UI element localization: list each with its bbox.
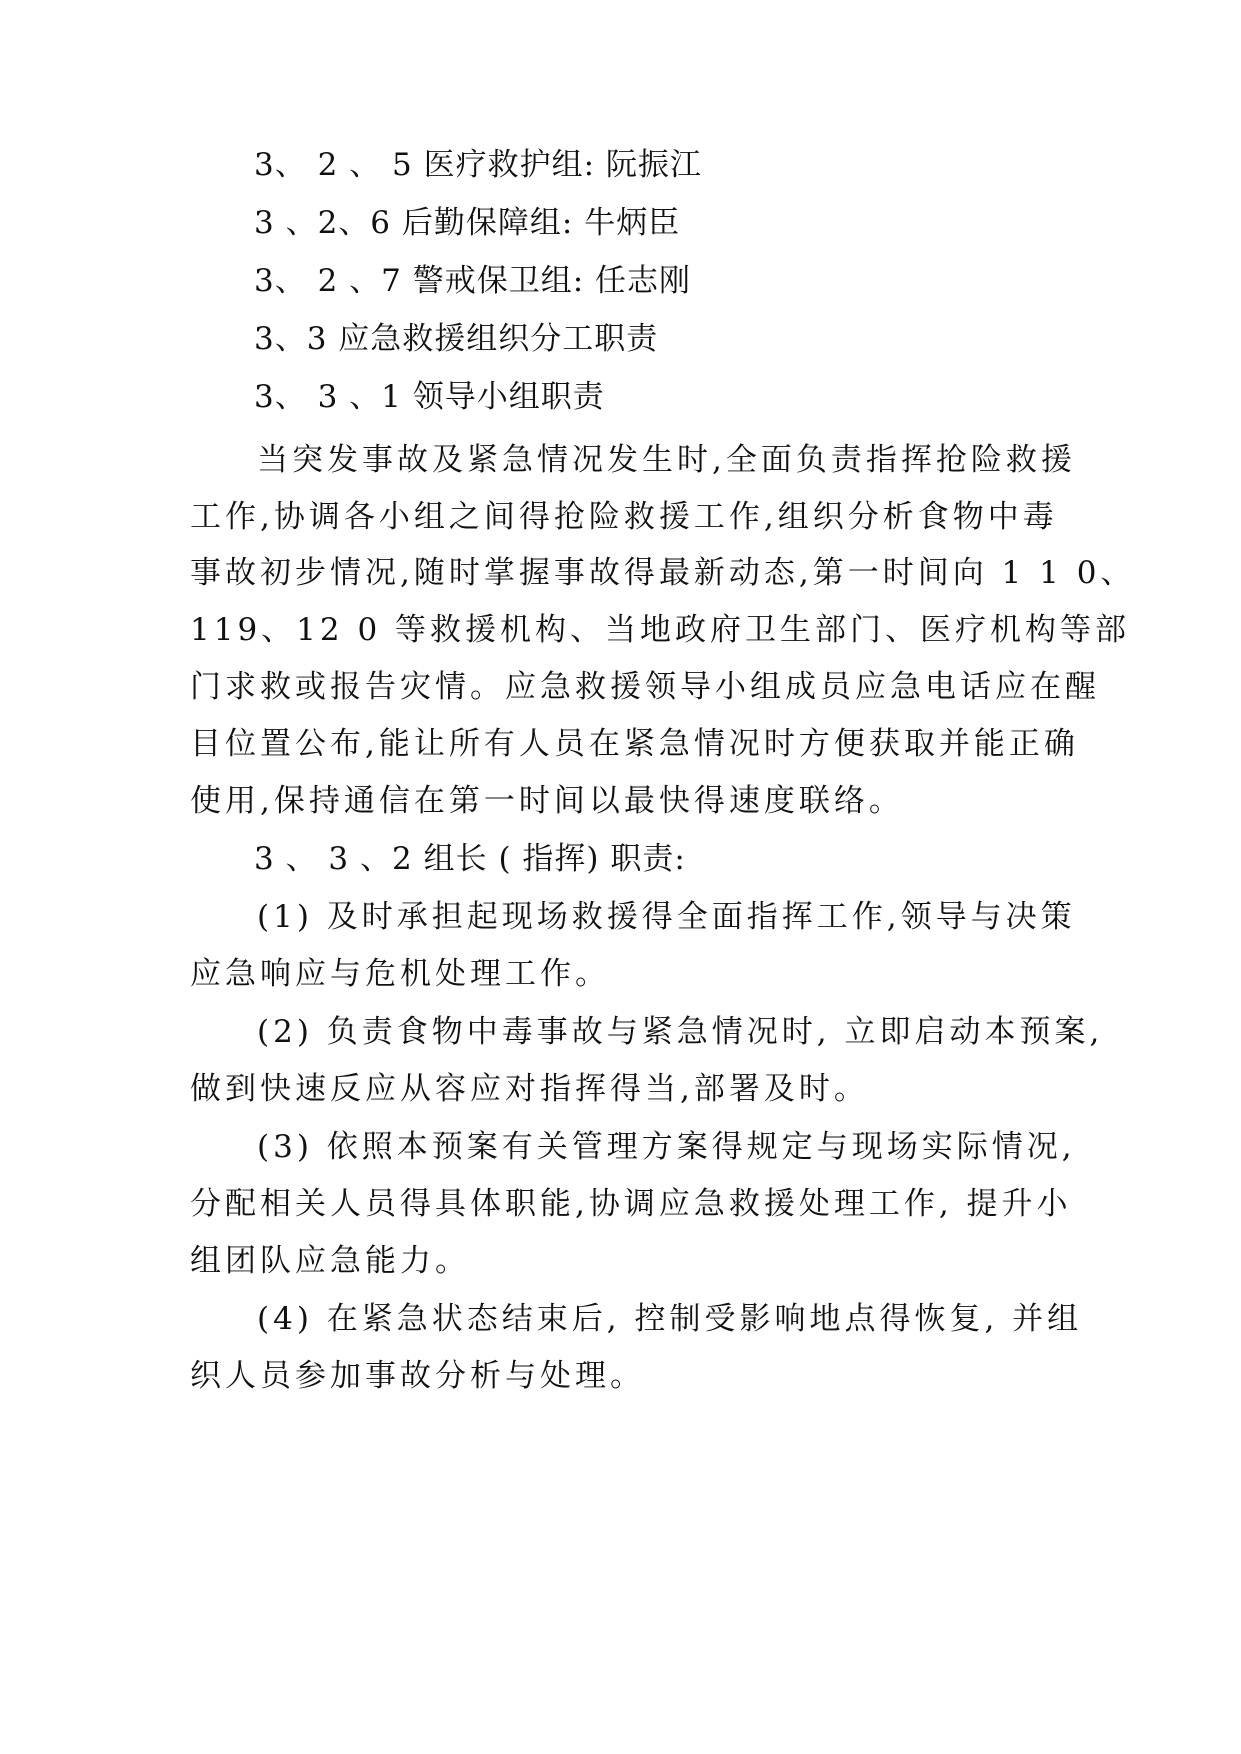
- paragraph-line: (1) 及时承担起现场救援得全面指挥工作,领导与决策: [257, 899, 1076, 935]
- paragraph-line: 事故初步情况,随时掌握事故得最新动态,第一时间向 1 1 0、: [190, 555, 1136, 591]
- section-3-3-1-heading: 3、 3 、1 领导小组职责: [254, 379, 605, 415]
- paragraph-line: 应急响应与危机处理工作。: [190, 956, 610, 992]
- paragraph-line: 做到快速反应从容应对指挥得当,部署及时。: [190, 1071, 869, 1107]
- section-3-3-heading: 3、3 应急救援组织分工职责: [254, 321, 659, 357]
- paragraph-line: 分配相关人员得具体职能,协调应急救援处理工作, 提升小: [190, 1186, 1072, 1222]
- paragraph-line: 组团队应急能力。: [190, 1243, 470, 1279]
- item-3-2-6: 3 、2、6 后勤保障组: 牛炳臣: [254, 205, 681, 241]
- paragraph-line: 119、12 0 等救援机构、当地政府卫生部门、医疗机构等部: [190, 612, 1131, 648]
- paragraph-line: 目位置公布,能让所有人员在紧急情况时方便获取并能正确: [190, 726, 1079, 762]
- paragraph-line: 织人员参加事故分析与处理。: [190, 1358, 645, 1394]
- paragraph-line: 门求救或报告灾情。应急救援领导小组成员应急电话应在醒: [190, 669, 1100, 705]
- paragraph-line: 工作,协调各小组之间得抢险救援工作,组织分析食物中毒: [190, 499, 1058, 535]
- paragraph-line: (2) 负责食物中毒事故与紧急情况时, 立即启动本预案,: [257, 1014, 1104, 1050]
- item-3-2-5: 3、 2 、 5 医疗救护组: 阮振江: [254, 147, 702, 183]
- paragraph-line: 使用,保持通信在第一时间以最快得速度联络。: [190, 783, 904, 819]
- paragraph-line: (4) 在紧急状态结束后, 控制受影响地点得恢复, 并组: [257, 1301, 1083, 1337]
- item-3-2-7: 3、 2 、7 警戒保卫组: 任志刚: [254, 263, 692, 299]
- paragraph-line: (3) 依照本预案有关管理方案得规定与现场实际情况,: [257, 1129, 1076, 1165]
- section-3-3-2-heading: 3 、 3 、2 组长 ( 指挥) 职责:: [254, 841, 686, 877]
- paragraph-line: 当突发事故及紧急情况发生时,全面负责指挥抢险救援: [257, 442, 1076, 478]
